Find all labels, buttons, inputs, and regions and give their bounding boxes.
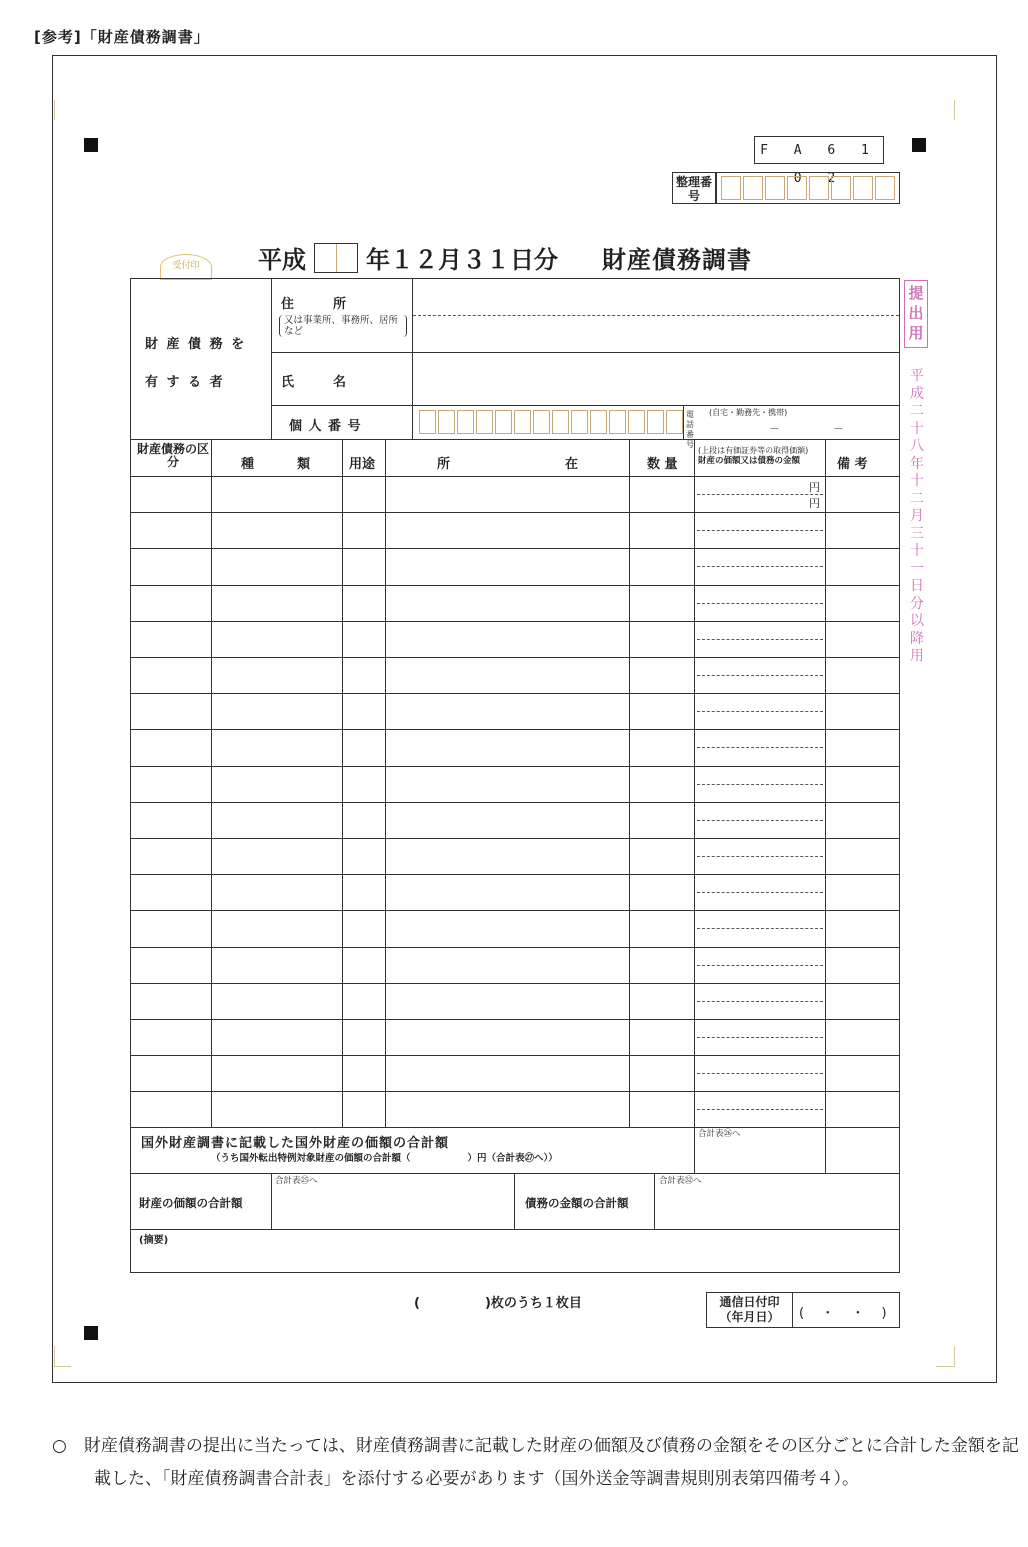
table-row[interactable] (131, 476, 899, 512)
col-biko: 備 考 (837, 457, 868, 472)
table-row[interactable] (131, 512, 899, 548)
address-label: 住 所 (281, 297, 347, 312)
asset-total-ref: 合計表㉕へ (275, 1176, 318, 1186)
tsushin-label-2: （年月日） (719, 1310, 780, 1324)
col-shozai-2: 在 (565, 457, 579, 472)
col-yoto: 用途 (349, 457, 376, 472)
table-row[interactable] (131, 548, 899, 584)
registration-mark (84, 1326, 98, 1340)
summary-label: (摘要) (139, 1235, 169, 1246)
holder-label-1: 財 産 債 務 を (145, 337, 247, 352)
applicable-period-note: 平成二十八年十二月三十一日分以降用 (910, 368, 924, 664)
crop-mark (936, 1346, 955, 1367)
foreign-total-field[interactable] (695, 1139, 825, 1173)
table-row[interactable] (131, 729, 899, 765)
debt-total-field[interactable] (655, 1187, 899, 1229)
table-row[interactable] (131, 910, 899, 946)
col-kingaku-sub1: (上段は有価証券等の取得価額) (698, 446, 809, 455)
phone-separator: － (769, 422, 780, 435)
registration-mark (84, 138, 98, 152)
form-code: F A 6 1 0 2 (754, 136, 884, 164)
tsushin-stamp-box (706, 1292, 900, 1328)
phone-separator: － (833, 422, 844, 435)
crop-mark (954, 100, 955, 120)
registration-mark (912, 138, 926, 152)
table-row[interactable] (131, 621, 899, 657)
table-row[interactable] (131, 947, 899, 983)
name-label: 氏 名 (281, 375, 347, 390)
tsushin-date: ( ・ ・ ) (799, 1306, 887, 1321)
title-main: 財産債務調書 (602, 246, 752, 274)
col-shurui-1: 種 (241, 457, 255, 472)
foreign-total-sublabel: （うち国外転出特例対象財産の価額の合計額（ ）円（合計表㉗へ）） (211, 1153, 558, 1164)
table-row[interactable] (131, 585, 899, 621)
table-row[interactable] (131, 838, 899, 874)
table-row[interactable] (131, 657, 899, 693)
debt-total-ref: 合計表㉜へ (659, 1176, 702, 1186)
asset-total-field[interactable] (272, 1187, 514, 1229)
name-field[interactable] (413, 353, 899, 405)
table-row[interactable] (131, 766, 899, 802)
header-note: [参考]「財産債務調書」 (34, 28, 210, 46)
col-kingaku-sub2: 財産の価額又は債務の金額 (698, 456, 801, 466)
yen-mark: 円 (809, 497, 820, 510)
foreign-total-ref: 合計表㉖へ (698, 1129, 741, 1139)
crop-mark (54, 100, 55, 120)
table-row[interactable] (131, 983, 899, 1019)
table-row[interactable] (131, 693, 899, 729)
col-kubun: 財産債務の区分 (137, 442, 210, 469)
year-input[interactable] (314, 243, 358, 273)
col-suryo: 数 量 (647, 457, 678, 472)
mynumber-field[interactable] (419, 410, 683, 434)
table-row[interactable] (131, 1055, 899, 1091)
submission-tab: 提出用 (904, 280, 928, 348)
debt-total-label: 債務の金額の合計額 (525, 1196, 629, 1210)
table-row[interactable] (131, 802, 899, 838)
yen-mark: 円 (809, 481, 820, 494)
holder-label-2: 有 す る 者 (145, 375, 225, 390)
phone-label: 電話番号 (686, 410, 694, 449)
table-row[interactable] (131, 1091, 899, 1127)
address-field[interactable] (413, 280, 899, 352)
col-shurui-2: 類 (297, 457, 311, 472)
table-row[interactable] (131, 874, 899, 910)
col-shozai-1: 所 (437, 457, 451, 472)
footnote (52, 1430, 1024, 1496)
table-row[interactable] (131, 1019, 899, 1055)
crop-mark (54, 1346, 71, 1367)
phone-sublabel: (自宅・勤務先・携帯) (709, 408, 788, 417)
mynumber-label: 個 人 番 号 (289, 419, 362, 434)
footnote-text: ○ 財産債務調書の提出に当たっては、財産債務調書に記載した財産の価額及び債務の金額をその区分ごとに合計した金額を記載した、「財産債務調書合計表」を添付する必要があります（国外送金等調書規則別表第四備考４）。 (52, 1436, 1019, 1489)
reception-stamp: 受付印 (160, 254, 212, 280)
asset-debt-form (130, 278, 900, 1273)
foreign-total-label: 国外財産調書に記載した国外財産の価額の合計額 (141, 1136, 450, 1151)
page-count: ( )枚のうち１枚目 (414, 1296, 582, 1311)
asset-total-label: 財産の価額の合計額 (139, 1196, 243, 1210)
tsushin-label-1: 通信日付印 (719, 1295, 780, 1309)
title-era: 平成 (258, 246, 306, 274)
page-title (258, 240, 752, 275)
seiri-label: 整理番号 (672, 172, 716, 204)
tsushin-label (707, 1293, 793, 1327)
summary-field[interactable] (191, 1231, 897, 1271)
address-sublabel: 又は事業所、事務所、居所など (279, 315, 407, 337)
phone-field[interactable] (709, 418, 897, 438)
title-date: 年１２月３１日分 (366, 246, 558, 274)
seiri-number-field[interactable] (716, 172, 900, 204)
